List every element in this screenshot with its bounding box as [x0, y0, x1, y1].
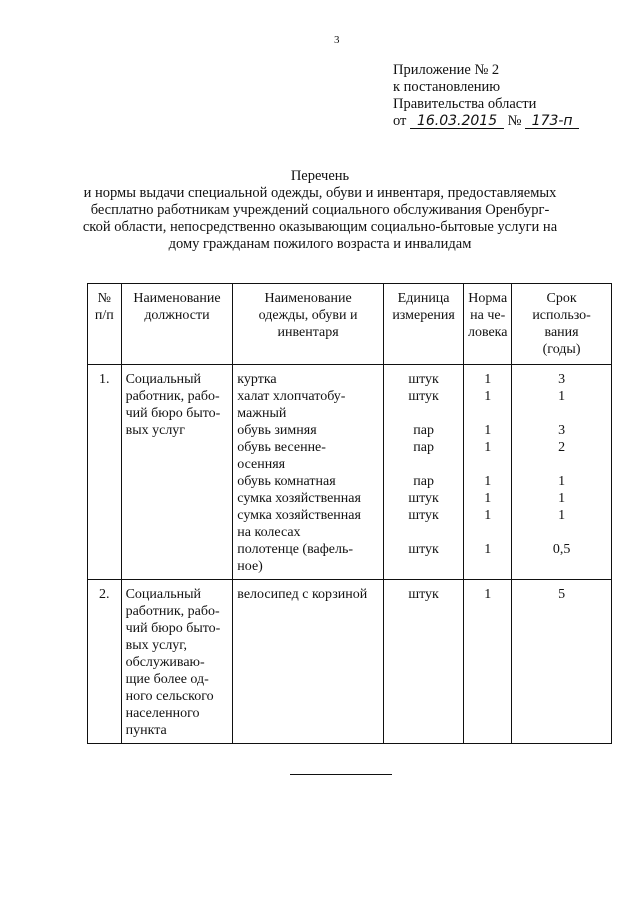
- title-line: и нормы выдачи специальной одежды, обуви и инвентаря, предоставляемых: [83, 185, 557, 201]
- unit-value: штук: [408, 542, 439, 557]
- row-number: [88, 580, 122, 744]
- unit-cell: [383, 365, 464, 580]
- title-line: дому гражданам пожилого возраста и инвалидам: [168, 236, 472, 252]
- item-line: ное): [237, 559, 263, 574]
- norm-value: 1: [484, 440, 492, 455]
- item-line: халат хлопчатобу-: [237, 389, 346, 404]
- position-line: населенного: [125, 706, 200, 721]
- blank-line: [464, 456, 511, 473]
- number-label: №: [507, 113, 522, 129]
- table-row: [88, 580, 612, 744]
- handwritten-date: 16.03.2015: [410, 114, 504, 129]
- norm-value: 1: [484, 508, 492, 523]
- annex-date-number: [393, 113, 579, 130]
- item-line: куртка: [237, 372, 277, 387]
- header-position: [121, 284, 233, 365]
- term-value: 3: [558, 372, 566, 387]
- position-line: работник, рабо-: [125, 604, 220, 619]
- title-line: Перечень: [290, 168, 350, 184]
- document-title: [60, 168, 580, 253]
- blank-line: [464, 405, 511, 422]
- position-line: щие более од-: [125, 672, 209, 687]
- header-line: вания: [544, 325, 579, 340]
- header-line: измерения: [392, 308, 455, 323]
- blank-line: [512, 456, 611, 473]
- term-value: 2: [558, 440, 566, 455]
- row-number: [88, 365, 122, 580]
- table-header-row: [88, 284, 612, 365]
- header-num: [88, 284, 122, 365]
- page-number: 3: [334, 34, 340, 46]
- header-item: [233, 284, 384, 365]
- header-line: использо-: [532, 308, 591, 323]
- from-label: от: [393, 113, 407, 129]
- unit-value: штук: [408, 508, 439, 523]
- term-value: 1: [558, 491, 566, 506]
- position-line: Социальный: [125, 587, 202, 602]
- item-line: обувь комнатная: [237, 474, 336, 489]
- unit-value: штук: [408, 491, 439, 506]
- norm-cell: [464, 365, 512, 580]
- item-line: мажный: [237, 406, 287, 421]
- term-value: 1: [558, 389, 566, 404]
- position-line: обслуживаю-: [125, 655, 205, 670]
- header-line: инвентаря: [277, 325, 339, 340]
- position-cell: [121, 580, 233, 744]
- blank-line: [384, 524, 464, 541]
- row-number-text: 1.: [99, 372, 110, 387]
- header-line: Единица: [397, 291, 450, 306]
- title-line: ской области, непосредственно оказывающим социально-бытовые услуги на: [82, 219, 558, 235]
- header-line: ловека: [467, 325, 508, 340]
- item-cell: [233, 365, 384, 580]
- position-line: работник, рабо-: [125, 389, 220, 404]
- term-cell: [512, 580, 612, 744]
- unit-value: штук: [408, 372, 439, 387]
- position-line: чий бюро быто-: [125, 621, 221, 636]
- annex-block: [393, 62, 579, 130]
- header-term: [512, 284, 612, 365]
- term-value: 1: [558, 508, 566, 523]
- position-line: вых услуг,: [125, 638, 187, 653]
- closing-rule: [290, 774, 392, 775]
- header-line: п/п: [94, 308, 114, 323]
- item-line: на колесах: [237, 525, 301, 540]
- item-line: полотенце (вафель-: [237, 542, 354, 557]
- norm-value: 1: [484, 389, 492, 404]
- position-line: пункта: [125, 723, 167, 738]
- table-row: [88, 365, 612, 580]
- blank-line: [464, 524, 511, 541]
- position-line: чий бюро быто-: [125, 406, 221, 421]
- unit-cell: [383, 580, 464, 744]
- header-line: одежды, обуви и: [258, 308, 358, 323]
- blank-line: [512, 524, 611, 541]
- row-number-text: 2.: [99, 587, 110, 602]
- term-value: 1: [558, 474, 566, 489]
- position-line: ного сельского: [125, 689, 214, 704]
- annex-line-resolution: к постановлению: [393, 79, 501, 95]
- unit-value: пар: [413, 474, 434, 489]
- term-value: 0,5: [552, 542, 571, 557]
- header-line: на че-: [470, 308, 506, 323]
- norm-value: 1: [484, 474, 492, 489]
- position-line: Социальный: [125, 372, 202, 387]
- term-value: 5: [558, 587, 566, 602]
- norm-value: 1: [484, 491, 492, 506]
- item-line: велосипед с корзиной: [237, 587, 368, 602]
- item-line: обувь зимняя: [237, 423, 317, 438]
- norm-value: 1: [484, 542, 492, 557]
- position-cell: [121, 365, 233, 580]
- header-line: Наименование: [264, 291, 352, 306]
- norms-table: [87, 283, 612, 744]
- norm-value: 1: [484, 423, 492, 438]
- header-line: (годы): [542, 342, 581, 357]
- term-value: 3: [558, 423, 566, 438]
- header-line: №: [97, 291, 111, 306]
- unit-value: штук: [408, 587, 439, 602]
- norm-cell: [464, 580, 512, 744]
- annex-title: Приложение № 2: [393, 62, 500, 78]
- blank-line: [512, 405, 611, 422]
- header-line: Срок: [546, 291, 577, 306]
- blank-line: [384, 405, 464, 422]
- handwritten-number: 173-п: [525, 114, 579, 129]
- item-line: сумка хозяйственная: [237, 508, 361, 523]
- item-line: сумка хозяйственная: [237, 491, 361, 506]
- header-unit: [383, 284, 464, 365]
- item-line: осенняя: [237, 457, 286, 472]
- title-line: бесплатно работникам учреждений социального обслуживания Оренбург-: [90, 202, 550, 218]
- unit-value: штук: [408, 389, 439, 404]
- blank-line: [384, 456, 464, 473]
- header-line: Норма: [468, 291, 508, 306]
- term-cell: [512, 365, 612, 580]
- header-line: Наименование: [133, 291, 221, 306]
- item-line: обувь весенне-: [237, 440, 326, 455]
- header-norm: [464, 284, 512, 365]
- unit-value: пар: [413, 440, 434, 455]
- unit-value: пар: [413, 423, 434, 438]
- norm-value: 1: [484, 372, 492, 387]
- annex-line-government: Правительства области: [393, 96, 537, 112]
- norm-value: 1: [484, 587, 492, 602]
- item-cell: [233, 580, 384, 744]
- position-line: вых услуг: [125, 423, 186, 438]
- header-line: должности: [144, 308, 210, 323]
